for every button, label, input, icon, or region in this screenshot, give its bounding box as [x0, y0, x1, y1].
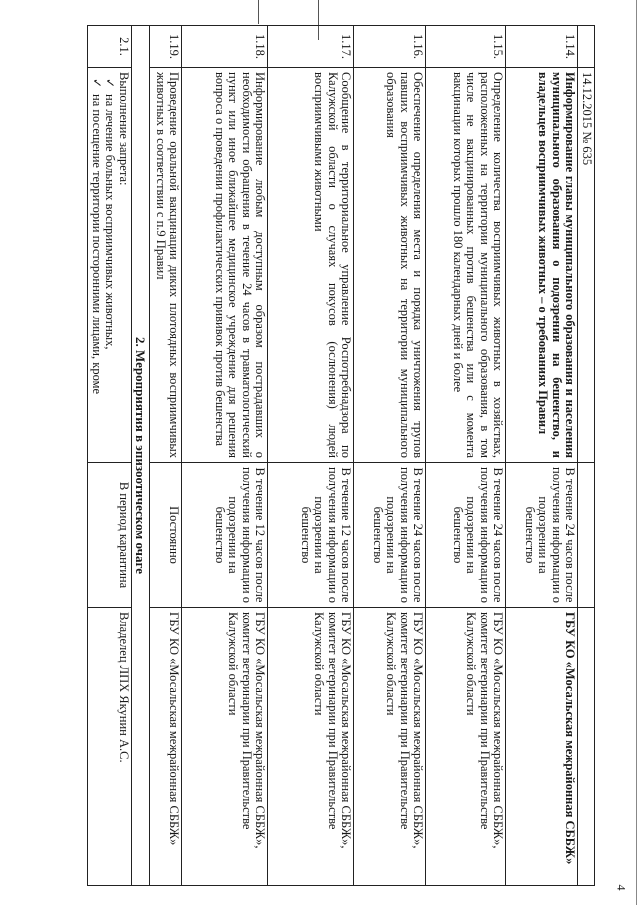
checkmark-icon: ✓: [90, 78, 104, 89]
row-number: 1.15.: [426, 26, 506, 68]
header-row: [578, 26, 595, 886]
row-responsible: ГБУ КО «Мосальская межрайонная СББЖ», комитет ветеринарии при Правительстве Калужской области: [426, 608, 506, 886]
row-measure: Обеспечение определения места и порядка уничтожения трупов павших восприимчивых животных на территории муниципального образования: [354, 68, 426, 463]
scan-artifact-line: [258, 0, 259, 24]
section-title: 2. Мероприятия в эпизоотическом очаге: [132, 26, 151, 886]
row-number: 1.14.: [506, 26, 578, 68]
rotated-document-sheet: [65, 25, 595, 885]
row-number: 1.16.: [354, 26, 426, 68]
row-measure: Информирование главы муниципального образования и населения муниципального образования о подозрении на бешенство, и владельцев восприимчивых животных – о требованиях Правил: [506, 68, 578, 463]
list-item-text: на лечение больных восприимчивых животных,: [103, 94, 118, 350]
row-measure: Сообщение в территориальное управление Роспотребнадзора по Калужской области о случаях покусов (ослюнения) людей восприимчивыми животными: [268, 68, 354, 463]
row-deadline: В течение 12 часов после получения информации о подозрении на бешенство: [268, 463, 354, 608]
section-header-row: [132, 26, 151, 886]
row-number: 1.17.: [268, 26, 354, 68]
table-row: [182, 26, 268, 886]
row-responsible: Владелец ЛПХ Якунин А.С.: [88, 608, 132, 886]
row-deadline: В течение 12 часов после получения информации о подозрении на бешенство: [182, 463, 268, 608]
row-deadline: В течение 24 часов после получения информации о подозрении на бешенство: [354, 463, 426, 608]
cell-empty: [578, 608, 595, 886]
row-deadline: В течение 24 часов после получения информации о подозрении на бешенство: [426, 463, 506, 608]
checklist: [90, 72, 117, 458]
row-responsible: ГБУ КО «Мосальская межрайонная СББЖ»: [150, 608, 182, 886]
header-reference: 14.12.2015 № 635: [578, 68, 595, 463]
table-row: [150, 26, 182, 886]
table-row: [88, 26, 132, 886]
row-measure: Информирование любым доступным образом пострадавших о необходимости обращения в течение 24 часов в травматологический пункт или иное ближайшее медицинское учреждение для решения вопроса о проведении профилактических прививок против бешенства: [182, 68, 268, 463]
table-row: [268, 26, 354, 886]
cell-empty: [578, 463, 595, 608]
table-row: [426, 26, 506, 886]
row-responsible: ГБУ КО «Мосальская межрайонная СББЖ», комитет ветеринарии при Правительстве Калужской области: [354, 608, 426, 886]
table-row: [506, 26, 578, 886]
row-number: 2.1.: [88, 26, 132, 68]
row-measure: Проведение оральной вакцинации диких плотоядных восприимчивых животных в соответствии с п.9 Правил: [150, 68, 182, 463]
scan-artifact-line: [636, 0, 637, 905]
list-item-text: на посещение территории посторонними лицами, кроме: [90, 94, 104, 395]
list-item: [90, 72, 104, 458]
cell-empty: [578, 26, 595, 68]
row-responsible: ГБУ КО «Мосальская межрайонная СББЖ»: [506, 608, 578, 886]
row-measure: [88, 68, 132, 463]
row-number: 1.19.: [150, 26, 182, 68]
checkmark-icon: ✓: [103, 78, 118, 89]
page-number: 4: [614, 884, 629, 891]
row-number: 1.18.: [182, 26, 268, 68]
row-deadline: В течение 24 часов после получения информации о подозрении на бешенство: [506, 463, 578, 608]
row-deadline: Постоянно: [150, 463, 182, 608]
row-deadline: В период карантина: [88, 463, 132, 608]
row-measure: Определение количества восприимчивых животных в хозяйствах, расположенных на территории муниципального образования, в том числе не вакцинированных против бешенства или с момента вакцинации которых прошло 180 календарных дней и более: [426, 68, 506, 463]
table-row: [354, 26, 426, 886]
measures-table: [87, 25, 595, 886]
measure-intro: Выполнение запрета:: [117, 72, 131, 186]
list-item: [103, 72, 117, 458]
row-responsible: ГБУ КО «Мосальская межрайонная СББЖ», комитет ветеринарии при Правительстве Калужской области: [182, 608, 268, 886]
row-responsible: ГБУ КО «Мосальская межрайонная СББЖ», комитет ветеринарии при Правительстве Калужской области: [268, 608, 354, 886]
